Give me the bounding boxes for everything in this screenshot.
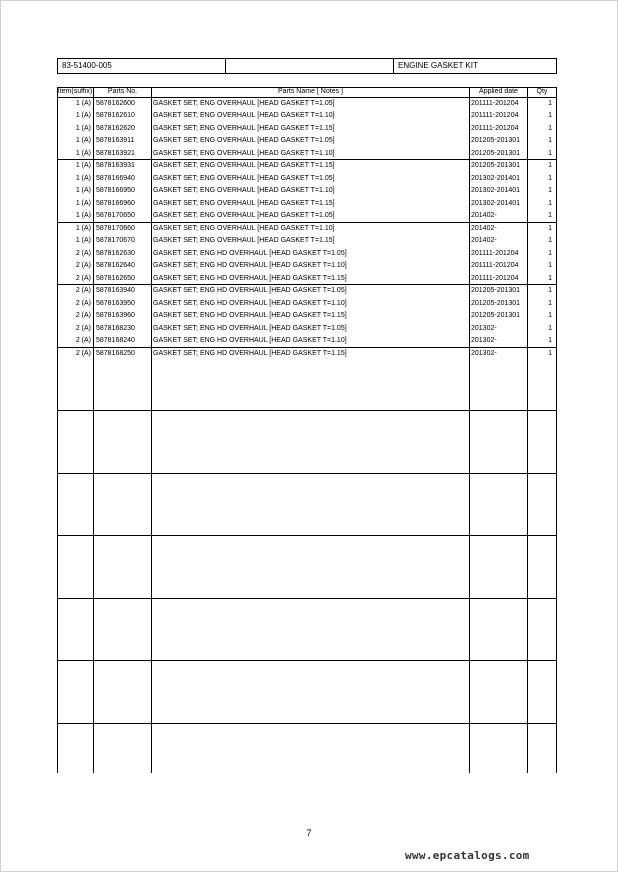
- applied-date-cell: 201111-201204: [471, 112, 519, 119]
- qty-cell: 1: [548, 137, 552, 144]
- qty-cell: 1: [548, 249, 552, 257]
- qty-cell: 1: [548, 199, 552, 207]
- table-row: [57, 348, 557, 361]
- qty-cell: 1: [548, 262, 552, 269]
- item-cell: 2 (A): [75, 349, 91, 357]
- applied-date-cell: 201402-: [471, 224, 497, 232]
- part-number-cell: 5878170660: [96, 224, 135, 232]
- part-number-cell: 5878162650: [96, 274, 135, 282]
- applied-date-cell: 201302-201401: [471, 187, 521, 194]
- table-rule: [57, 598, 557, 599]
- item-cell: 2 (A): [75, 274, 91, 282]
- table-row: [57, 285, 557, 298]
- table-row: [57, 148, 557, 161]
- table-row: [57, 135, 557, 148]
- qty-cell: 1: [548, 287, 552, 294]
- table-row: [57, 173, 557, 186]
- header-divider: [393, 59, 394, 73]
- applied-date-cell: 201111-201204: [471, 99, 519, 107]
- qty-cell: 1: [548, 112, 552, 119]
- applied-date-cell: 201205-201301: [471, 299, 521, 307]
- table-rule: [57, 535, 557, 536]
- table-row: [57, 335, 557, 348]
- parts-name-cell: GASKET SET; ENG HD OVERHAUL [HEAD GASKET T=1.15]: [153, 274, 347, 282]
- table-row: [57, 323, 557, 336]
- item-cell: 1 (A): [75, 237, 91, 244]
- part-number-cell: 5878163940: [96, 287, 135, 294]
- page-number: 7: [306, 828, 312, 838]
- qty-cell: 1: [548, 299, 552, 307]
- item-cell: 2 (A): [75, 324, 91, 332]
- qty-cell: 1: [548, 174, 552, 182]
- table-row: [57, 210, 557, 223]
- table-rule: [57, 410, 557, 411]
- catalog-code: 83-51400-005: [62, 61, 112, 70]
- item-cell: 1 (A): [75, 124, 91, 132]
- item-cell: 1 (A): [75, 162, 91, 169]
- parts-name-cell: GASKET SET; ENG OVERHAUL [HEAD GASKET T=1.15]: [153, 237, 335, 244]
- item-cell: 2 (A): [75, 337, 91, 344]
- item-cell: 1 (A): [75, 174, 91, 182]
- table-row: [57, 198, 557, 211]
- table-rule: [57, 660, 557, 661]
- parts-name-cell: GASKET SET; ENG HD OVERHAUL [HEAD GASKET T=1.10]: [153, 262, 347, 269]
- table-row: [57, 110, 557, 123]
- parts-name-cell: GASKET SET; ENG OVERHAUL [HEAD GASKET T=1.05]: [153, 99, 335, 107]
- applied-date-cell: 201402-: [471, 212, 497, 219]
- item-cell: 2 (A): [75, 299, 91, 307]
- header-divider: [225, 59, 226, 73]
- table-row: [57, 160, 557, 173]
- table-row: [57, 223, 557, 236]
- part-number-cell: 5878170670: [96, 237, 135, 244]
- part-number-cell: 5878166940: [96, 174, 135, 182]
- qty-cell: 1: [548, 324, 552, 332]
- parts-name-cell: GASKET SET; ENG HD OVERHAUL [HEAD GASKET T=1.15]: [153, 312, 347, 319]
- qty-cell: 1: [548, 274, 552, 282]
- qty-cell: 1: [548, 237, 552, 244]
- qty-cell: 1: [548, 212, 552, 219]
- table-row: [57, 310, 557, 323]
- applied-date-cell: 201302-: [471, 337, 497, 344]
- parts-name-cell: GASKET SET; ENG HD OVERHAUL [HEAD GASKET T=1.15]: [153, 349, 347, 357]
- qty-cell: 1: [548, 162, 552, 169]
- part-number-cell: 5878168250: [96, 349, 135, 357]
- parts-name-cell: GASKET SET; ENG HD OVERHAUL [HEAD GASKET T=1.10]: [153, 299, 347, 307]
- applied-date-cell: 201302-: [471, 349, 497, 357]
- catalog-title: ENGINE GASKET KIT: [398, 61, 478, 70]
- table-row: [57, 185, 557, 198]
- item-cell: 1 (A): [75, 212, 91, 219]
- parts-name-cell: GASKET SET; ENG OVERHAUL [HEAD GASKET T=1.15]: [153, 199, 335, 207]
- part-number-cell: 5878162610: [96, 112, 135, 119]
- parts-name-cell: GASKET SET; ENG HD OVERHAUL [HEAD GASKET T=1.05]: [153, 249, 347, 257]
- part-number-cell: 5878162640: [96, 262, 135, 269]
- part-number-cell: 5878163931: [96, 162, 135, 169]
- table-row: [57, 235, 557, 248]
- item-cell: 2 (A): [75, 262, 91, 269]
- part-number-cell: 5878162620: [96, 124, 135, 132]
- item-cell: 1 (A): [75, 149, 91, 157]
- column-header-qty: Qty: [536, 88, 548, 95]
- item-cell: 1 (A): [75, 112, 91, 119]
- qty-cell: 1: [548, 312, 552, 319]
- part-number-cell: 5878163921: [96, 149, 135, 157]
- table-row: [57, 98, 557, 111]
- item-cell: 1 (A): [75, 224, 91, 232]
- item-cell: 1 (A): [75, 99, 91, 107]
- applied-date-cell: 201402-: [471, 237, 497, 244]
- applied-date-cell: 201111-201204: [471, 249, 519, 257]
- qty-cell: 1: [548, 337, 552, 344]
- applied-date-cell: 201111-201204: [471, 124, 519, 132]
- part-number-cell: 5878163960: [96, 312, 135, 319]
- qty-cell: 1: [548, 124, 552, 132]
- part-number-cell: 5878168240: [96, 337, 135, 344]
- part-number-cell: 5878162600: [96, 99, 135, 107]
- parts-name-cell: GASKET SET; ENG OVERHAUL [HEAD GASKET T=1.10]: [153, 187, 335, 194]
- table-row: [57, 123, 557, 136]
- table-row: [57, 248, 557, 261]
- column-header-part-no: Parts No.: [107, 88, 138, 95]
- catalog-header: [57, 58, 557, 74]
- item-cell: 1 (A): [75, 199, 91, 207]
- part-number-cell: 5878166950: [96, 187, 135, 194]
- qty-cell: 1: [548, 149, 552, 157]
- applied-date-cell: 201111-201204: [471, 274, 519, 282]
- applied-date-cell: 201302-201401: [471, 199, 521, 207]
- part-number-cell: 5878163950: [96, 299, 135, 307]
- table-row: [57, 298, 557, 311]
- part-number-cell: 5878168230: [96, 324, 135, 332]
- table-rule: [57, 473, 557, 474]
- column-header-applied-date: Applied date: [479, 88, 518, 95]
- part-number-cell: 5878162630: [96, 249, 135, 257]
- applied-date-cell: 201302-201401: [471, 174, 521, 182]
- watermark: www.epcatalogs.com: [405, 849, 530, 862]
- qty-cell: 1: [548, 99, 552, 107]
- qty-cell: 1: [548, 187, 552, 194]
- column-header-parts-name: Parts Name [ Notes ]: [278, 88, 343, 95]
- applied-date-cell: 201205-201301: [471, 287, 521, 294]
- table-row: [57, 260, 557, 273]
- item-cell: 1 (A): [75, 187, 91, 194]
- parts-name-cell: GASKET SET; ENG OVERHAUL [HEAD GASKET T=1.10]: [153, 149, 335, 157]
- qty-cell: 1: [548, 349, 552, 357]
- parts-table: [57, 87, 557, 773]
- parts-name-cell: GASKET SET; ENG HD OVERHAUL [HEAD GASKET T=1.05]: [153, 324, 347, 332]
- part-number-cell: 5878166960: [96, 199, 135, 207]
- parts-name-cell: GASKET SET; ENG OVERHAUL [HEAD GASKET T=1.05]: [153, 137, 335, 144]
- parts-name-cell: GASKET SET; ENG OVERHAUL [HEAD GASKET T=1.15]: [153, 162, 335, 169]
- item-cell: 1 (A): [75, 137, 91, 144]
- applied-date-cell: 201205-201301: [471, 137, 521, 144]
- item-cell: 2 (A): [75, 287, 91, 294]
- parts-name-cell: GASKET SET; ENG OVERHAUL [HEAD GASKET T=1.15]: [153, 124, 335, 132]
- applied-date-cell: 201205-201301: [471, 162, 521, 169]
- part-number-cell: 5878170650: [96, 212, 135, 219]
- parts-name-cell: GASKET SET; ENG OVERHAUL [HEAD GASKET T=1.10]: [153, 112, 335, 119]
- parts-name-cell: GASKET SET; ENG OVERHAUL [HEAD GASKET T=1.10]: [153, 224, 335, 232]
- parts-name-cell: GASKET SET; ENG OVERHAUL [HEAD GASKET T=1.05]: [153, 212, 335, 219]
- applied-date-cell: 201111-201204: [471, 262, 519, 269]
- column-header-item: Item(suffix): [57, 88, 93, 95]
- parts-name-cell: GASKET SET; ENG HD OVERHAUL [HEAD GASKET T=1.05]: [153, 287, 347, 294]
- qty-cell: 1: [548, 224, 552, 232]
- table-rule: [57, 723, 557, 724]
- applied-date-cell: 201205-201301: [471, 312, 521, 319]
- part-number-cell: 5878163911: [96, 137, 135, 144]
- parts-name-cell: GASKET SET; ENG HD OVERHAUL [HEAD GASKET T=1.10]: [153, 337, 347, 344]
- applied-date-cell: 201302-: [471, 324, 497, 332]
- table-row: [57, 273, 557, 286]
- parts-name-cell: GASKET SET; ENG OVERHAUL [HEAD GASKET T=1.05]: [153, 174, 335, 182]
- item-cell: 2 (A): [75, 249, 91, 257]
- item-cell: 2 (A): [75, 312, 91, 319]
- applied-date-cell: 201205-201301: [471, 149, 521, 157]
